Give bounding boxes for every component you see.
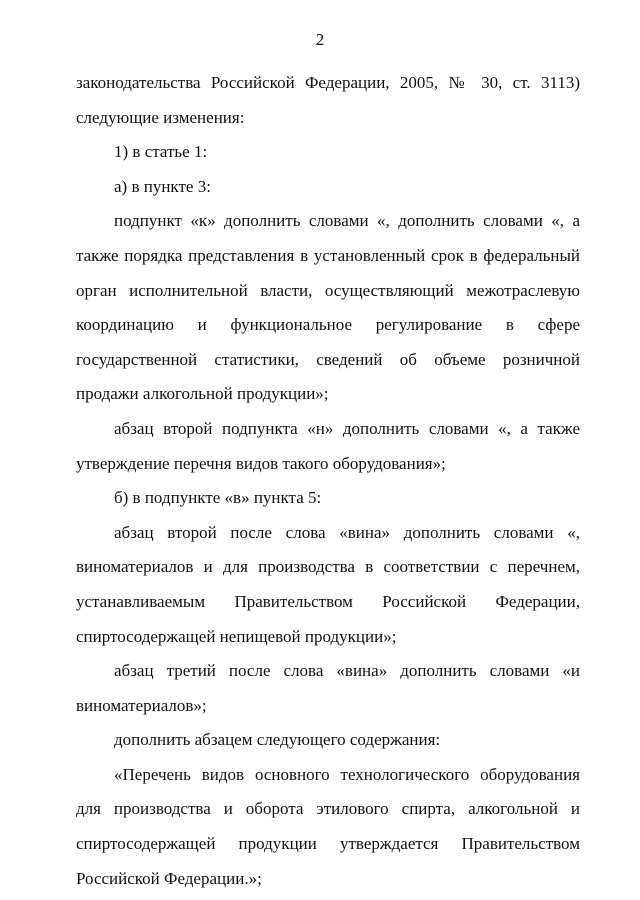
document-body <box>76 66 580 896</box>
paragraph-abzac-2: абзац второй после слова «вина» дополнить словами «, виноматериалов и для производства в соответствии с перечнем, устанавливаемым Правительством Российской Федерации, спиртосодержащей непищевой продукции»; <box>76 522 580 646</box>
paragraph-subpoint-n: абзац второй подпункта «н» дополнить словами «, а также утверждение перечня видов такого оборудования»; <box>76 418 580 473</box>
paragraph-subpoint-v: б) в подпункте «в» пункта 5: <box>114 488 322 508</box>
paragraph-add-abzac: дополнить абзацем следующего содержания: <box>114 730 441 750</box>
paragraph-quote: «Перечень видов основного технологического оборудования для производства и оборота этилового спирта, алкогольной и спиртосодержащей продукции утверждается Правительством Российской Федерации.»; <box>76 764 580 888</box>
paragraph-intro: законодательства Российской Федерации, 2005, № 30, ст. 3113) следующие изменения: <box>76 73 580 127</box>
page-number: 2 <box>315 30 325 49</box>
paragraph-abzac-3: абзац третий после слова «вина» дополнить словами «и виноматериалов»; <box>76 661 580 715</box>
paragraph-article-1: 1) в статье 1: <box>114 142 208 162</box>
paragraph-point-3: а) в пункте 3: <box>114 176 211 196</box>
paragraph-subpoint-k: подпункт «к» дополнить словами «, дополнить словами «, а также порядка представления в установленный срок в федеральный орган исполнительной власти, осуществляющий межотраслевую координацию и функциональное регулирование в сфере государственной статистики, сведений об объеме розничной продажи алкогольной продукции»; <box>76 211 580 404</box>
